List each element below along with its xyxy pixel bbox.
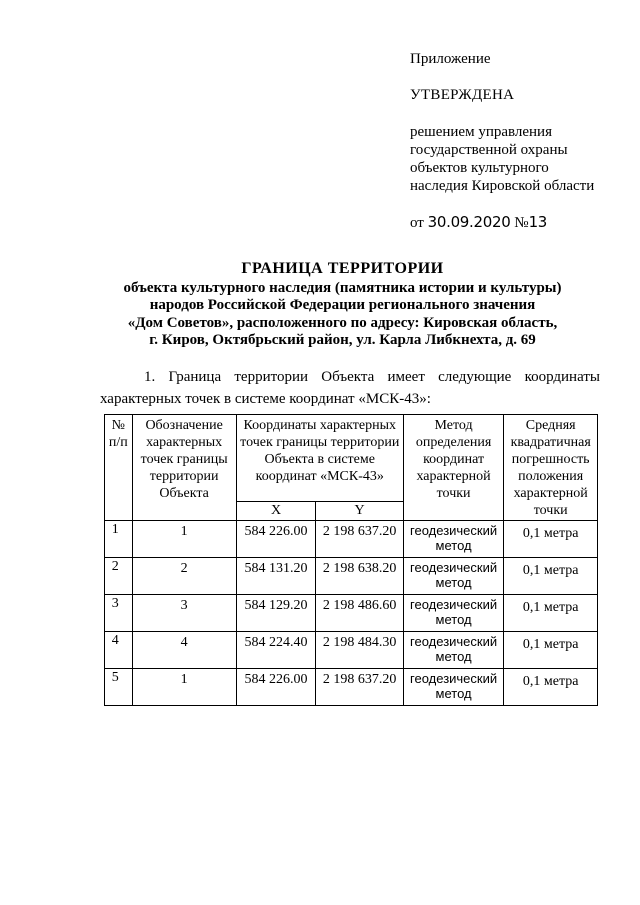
cell-point: 1 <box>132 521 236 558</box>
header-num: № п/п <box>105 415 133 521</box>
header-method: Метод определения координат характерной точки <box>403 415 504 521</box>
cell-method: геодезический метод <box>403 669 504 706</box>
approved-label: УТВЕРЖДЕНА <box>410 87 515 103</box>
header-designation: Обозначение характерных точек границы территории Объекта <box>132 415 236 521</box>
date-prefix: от <box>410 215 424 231</box>
cell-y: 2 198 637.20 <box>316 669 403 706</box>
cell-method: геодезический метод <box>403 595 504 632</box>
title-line: народов Российской Федерации регионального значения <box>149 297 536 314</box>
cell-num: 3 <box>105 595 133 632</box>
cell-num: 1 <box>105 521 133 558</box>
document-title <box>95 260 590 350</box>
cell-error: 0,1 метра <box>504 558 598 595</box>
date-line <box>410 213 625 232</box>
cell-y: 2 198 486.60 <box>316 595 403 632</box>
cell-point: 2 <box>132 558 236 595</box>
cell-error: 0,1 метра <box>504 595 598 632</box>
approval-block <box>410 50 625 232</box>
cell-y: 2 198 484.30 <box>316 632 403 669</box>
title-line: «Дом Советов», расположенного по адресу: Кировская область, <box>127 314 558 331</box>
cell-x: 584 131.20 <box>236 558 316 595</box>
cell-error: 0,1 метра <box>504 632 598 669</box>
cell-point: 1 <box>132 669 236 706</box>
table-row <box>105 595 598 632</box>
cell-num: 4 <box>105 632 133 669</box>
table-row <box>105 521 598 558</box>
table-header-row <box>105 415 598 502</box>
cell-num: 5 <box>105 669 133 706</box>
cell-num: 2 <box>105 558 133 595</box>
table-row <box>105 669 598 706</box>
appendix-label: Приложение <box>410 51 491 67</box>
handwritten-date: 30.09.2020 <box>427 213 511 231</box>
paragraph-line: 1. Граница территории Объекта имеет следующие координаты <box>144 369 600 385</box>
decision-line: государственной охраны <box>410 142 568 158</box>
title-heading: ГРАНИЦА ТЕРРИТОРИИ <box>241 260 444 277</box>
decision-text <box>410 123 625 195</box>
decision-line: наследия Кировской области <box>410 178 595 194</box>
decision-line: решением управления <box>410 124 552 140</box>
table-row <box>105 558 598 595</box>
cell-method: геодезический метод <box>403 558 504 595</box>
cell-method: геодезический метод <box>403 632 504 669</box>
handwritten-number: 13 <box>528 213 548 231</box>
cell-x: 584 224.40 <box>236 632 316 669</box>
cell-point: 3 <box>132 595 236 632</box>
cell-point: 4 <box>132 632 236 669</box>
cell-error: 0,1 метра <box>504 669 598 706</box>
table-row <box>105 632 598 669</box>
header-x: X <box>236 502 316 521</box>
header-coordinates: Координаты характерных точек границы территории Объекта в системе координат «МСК-43» <box>236 415 403 502</box>
header-y: Y <box>316 502 403 521</box>
cell-y: 2 198 638.20 <box>316 558 403 595</box>
cell-method: геодезический метод <box>403 521 504 558</box>
coordinates-table <box>104 414 598 706</box>
paragraph-line: характерных точек в системе координат «МСК-43»: <box>100 391 431 407</box>
cell-x: 584 226.00 <box>236 669 316 706</box>
decision-line: объектов культурного <box>410 160 549 176</box>
title-line: объекта культурного наследия (памятника истории и культуры) <box>123 279 562 296</box>
header-error: Средняя квадратичная погрешность положения характерной точки <box>504 415 598 521</box>
cell-x: 584 226.00 <box>236 521 316 558</box>
cell-error: 0,1 метра <box>504 521 598 558</box>
cell-y: 2 198 637.20 <box>316 521 403 558</box>
cell-x: 584 129.20 <box>236 595 316 632</box>
number-prefix: № <box>514 215 529 231</box>
title-line: г. Киров, Октябрьский район, ул. Карла Либкнехта, д. 69 <box>149 332 536 349</box>
intro-paragraph <box>100 366 600 410</box>
